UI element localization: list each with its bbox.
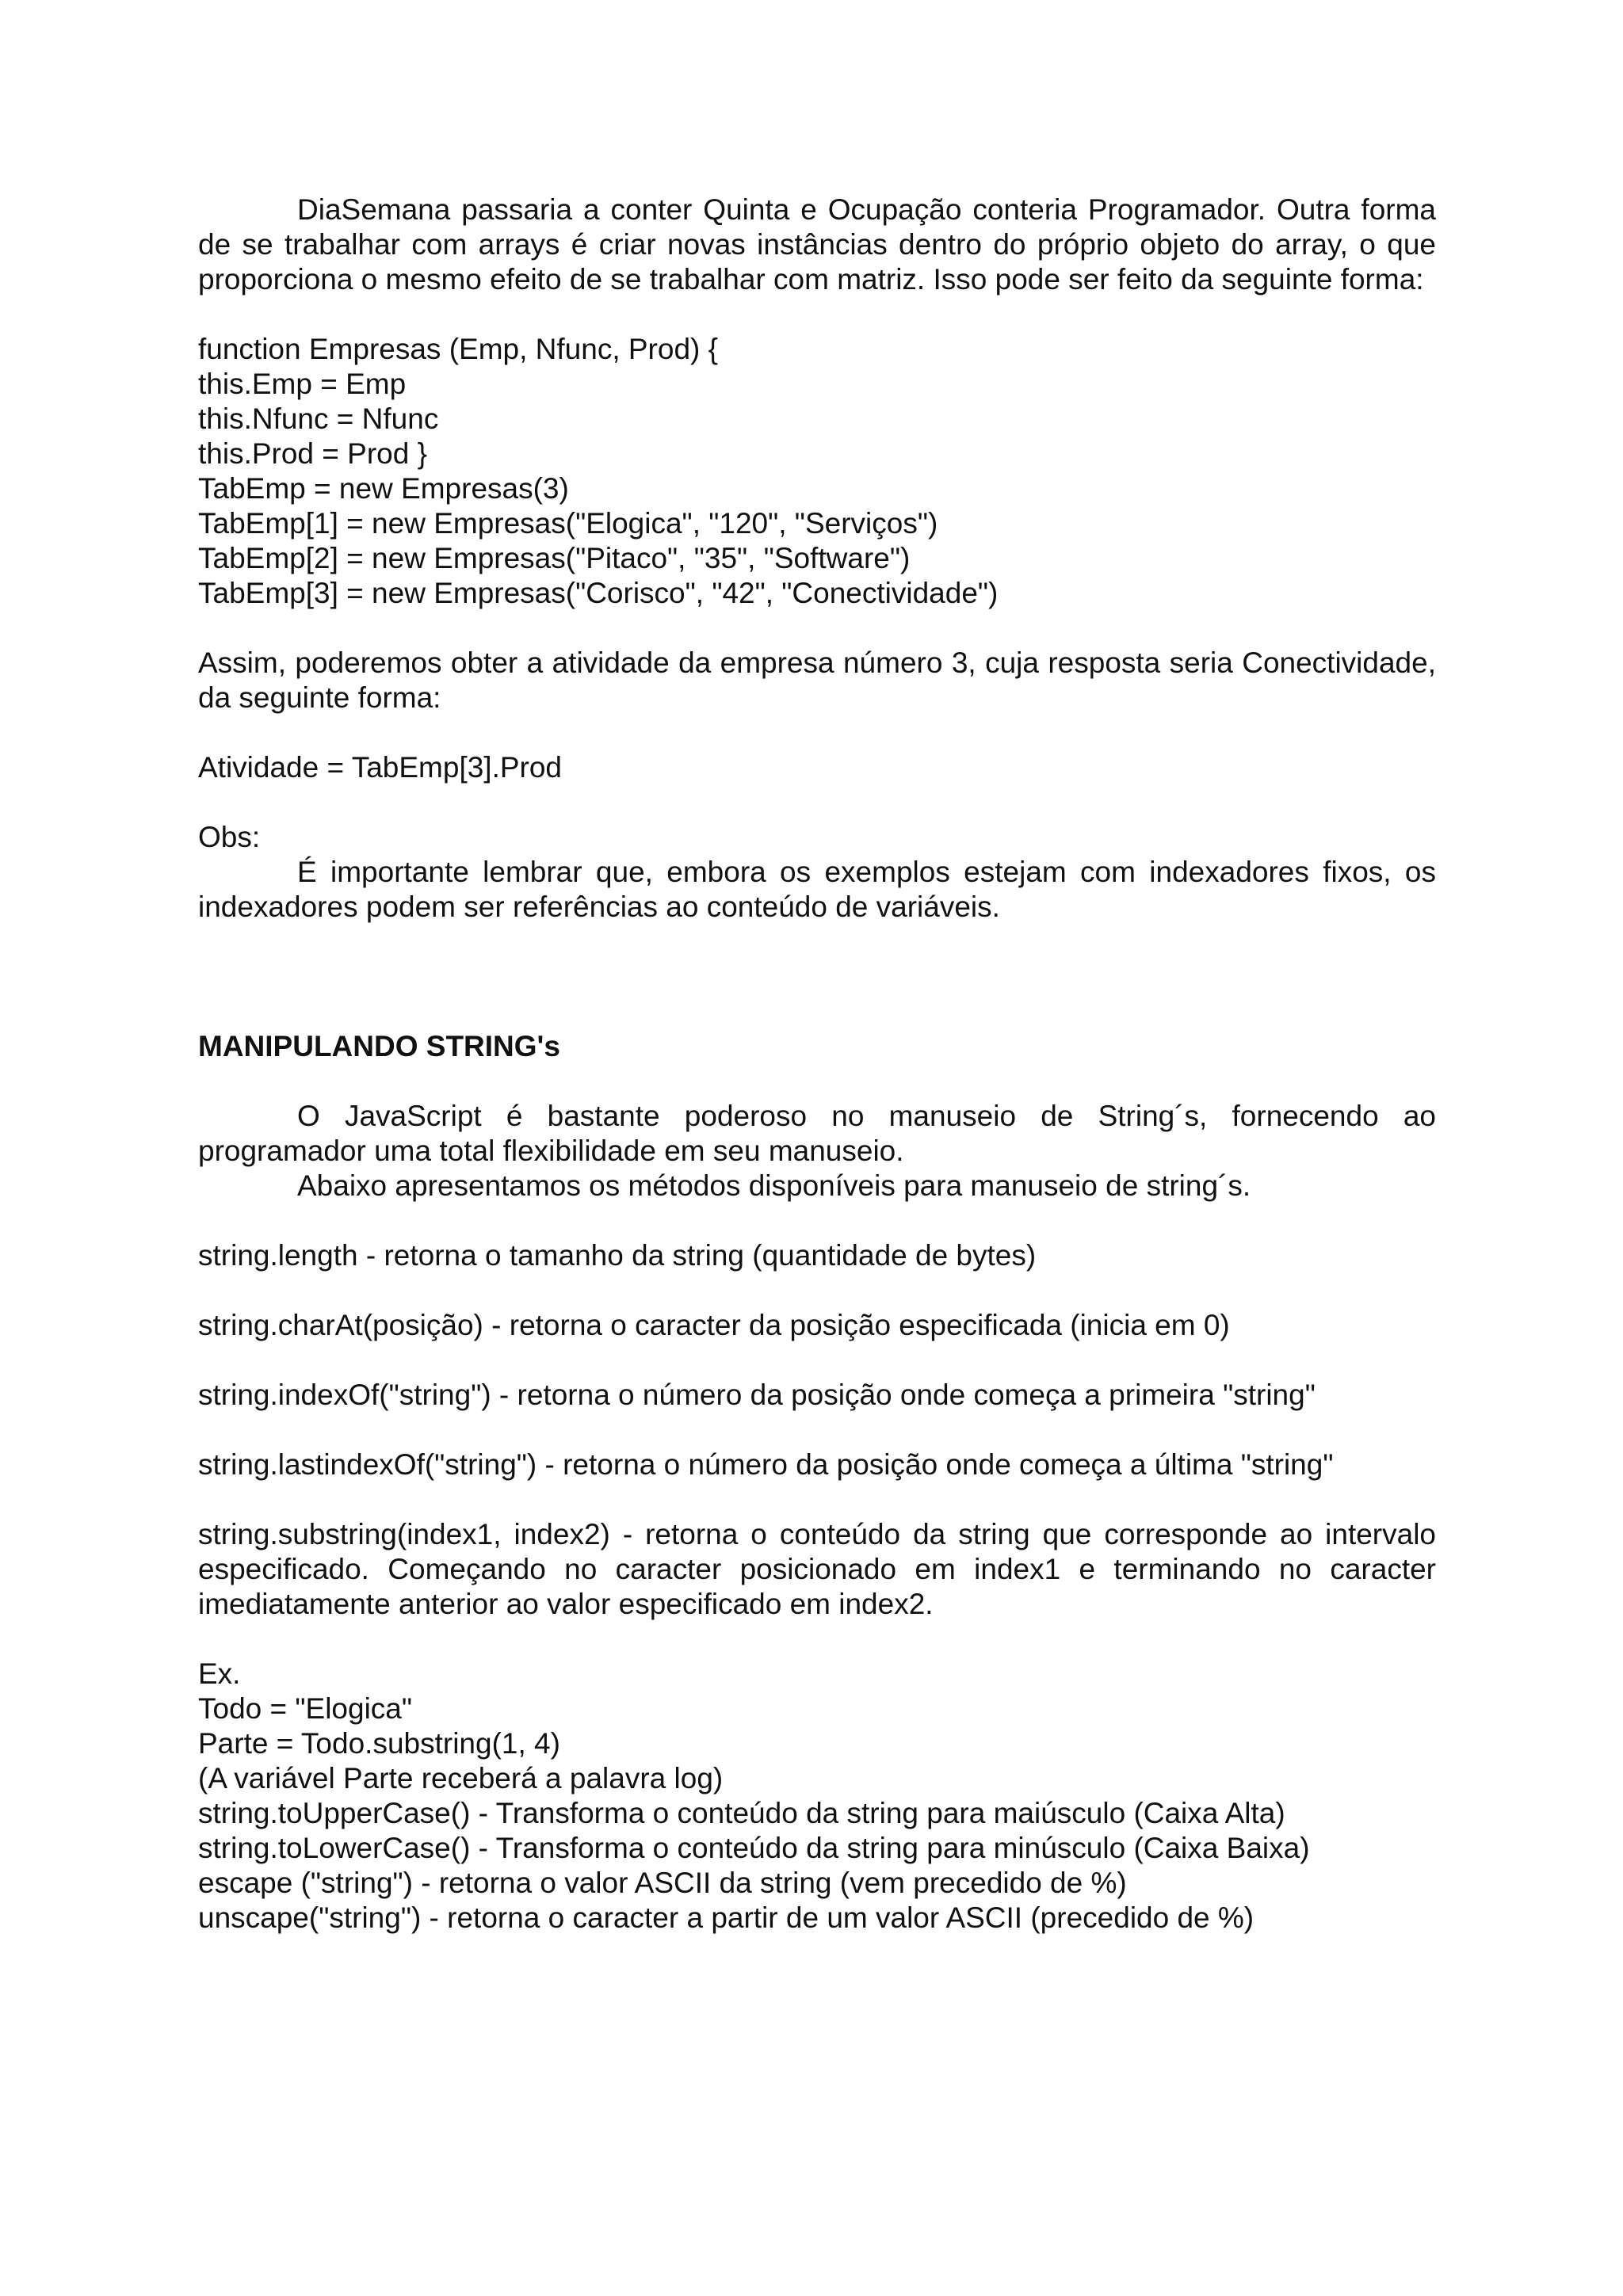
example-line: string.toLowerCase() - Transforma o conteúdo da string para minúsculo (Caixa Baixa) (198, 1832, 1310, 1864)
code-line: function Empresas (Emp, Nfunc, Prod) { (198, 333, 718, 365)
example-line: Parte = Todo.substring(1, 4) (198, 1727, 560, 1760)
method-lastindexof: string.lastindexOf("string") - retorna o número da posição onde começa a última "string" (198, 1448, 1334, 1481)
code-line: TabEmp[2] = new Empresas("Pitaco", "35", "Software") (198, 542, 911, 574)
example-line: Todo = "Elogica" (198, 1692, 413, 1725)
section-heading: MANIPULANDO STRING's (198, 1030, 560, 1062)
section-paragraph-1: O JavaScript é bastante poderoso no manuseio de String´s, fornecendo ao programador uma total flexibilidade em seu manuseio. (198, 1100, 1436, 1167)
spacer (198, 1343, 1436, 1378)
intro-paragraph: DiaSemana passaria a conter Quinta e Ocupação conteria Programador. Outra forma de se trabalhar com arrays é criar novas instâncias dentro do próprio objeto do array, o que proporciona o mesmo efeito de se trabalhar com matriz. Isso pode ser feito da seguinte forma: (198, 193, 1436, 296)
method-indexof: string.indexOf("string") - retorna o número da posição onde começa a primeira "string" (198, 1379, 1316, 1411)
code-block-empresas (198, 332, 1436, 611)
code-line: TabEmp[1] = new Empresas("Elogica", "120", "Serviços") (198, 507, 938, 540)
example-line: string.toUpperCase() - Transforma o conteúdo da string para maiúsculo (Caixa Alta) (198, 1797, 1285, 1829)
spacer (198, 1482, 1436, 1517)
assim-paragraph: Assim, poderemos obter a atividade da empresa número 3, cuja resposta seria Conectividade, da seguinte forma: (198, 646, 1436, 714)
code-line: TabEmp = new Empresas(3) (198, 472, 569, 505)
atividade-line: Atividade = TabEmp[3].Prod (198, 751, 563, 784)
spacer (198, 1064, 1436, 1099)
spacer (198, 785, 1436, 820)
spacer (198, 1413, 1436, 1447)
spacer (198, 925, 1436, 1029)
method-charat: string.charAt(posição) - retorna o caracter da posição especificada (inicia em 0) (198, 1309, 1230, 1341)
document-page (198, 193, 1436, 1936)
example-block (198, 1657, 1436, 1936)
example-line: unscape("string") - retorna o caracter a partir de um valor ASCII (precedido de %) (198, 1901, 1254, 1934)
spacer (198, 715, 1436, 750)
code-line: TabEmp[3] = new Empresas("Corisco", "42", "Conectividade") (198, 577, 999, 609)
spacer (198, 1203, 1436, 1238)
section-paragraph-2: Abaixo apresentamos os métodos disponíveis para manuseio de string´s. (297, 1169, 1251, 1202)
obs-text: É importante lembrar que, embora os exemplos estejam com indexadores fixos, os indexadores podem ser referências ao conteúdo de variáveis. (198, 856, 1436, 923)
example-line: Ex. (198, 1657, 241, 1690)
code-line: this.Emp = Emp (198, 368, 407, 400)
obs-label: Obs: (198, 821, 261, 853)
code-line: this.Prod = Prod } (198, 437, 427, 470)
method-length: string.length - retorna o tamanho da string (quantidade de bytes) (198, 1239, 1037, 1272)
code-line: this.Nfunc = Nfunc (198, 402, 439, 435)
method-substring: string.substring(index1, index2) - retorna o conteúdo da string que corresponde ao intervalo especificado. Começando no caracter posicionado em index1 e terminando no caracter imediatamente anterior ao valor especificado em index2. (198, 1518, 1436, 1620)
example-line: escape ("string") - retorna o valor ASCII da string (vem precedido de %) (198, 1867, 1127, 1899)
example-line: (A variável Parte receberá a palavra log) (198, 1762, 724, 1794)
spacer (198, 1622, 1436, 1657)
spacer (198, 1273, 1436, 1308)
spacer (198, 611, 1436, 646)
spacer (198, 297, 1436, 332)
